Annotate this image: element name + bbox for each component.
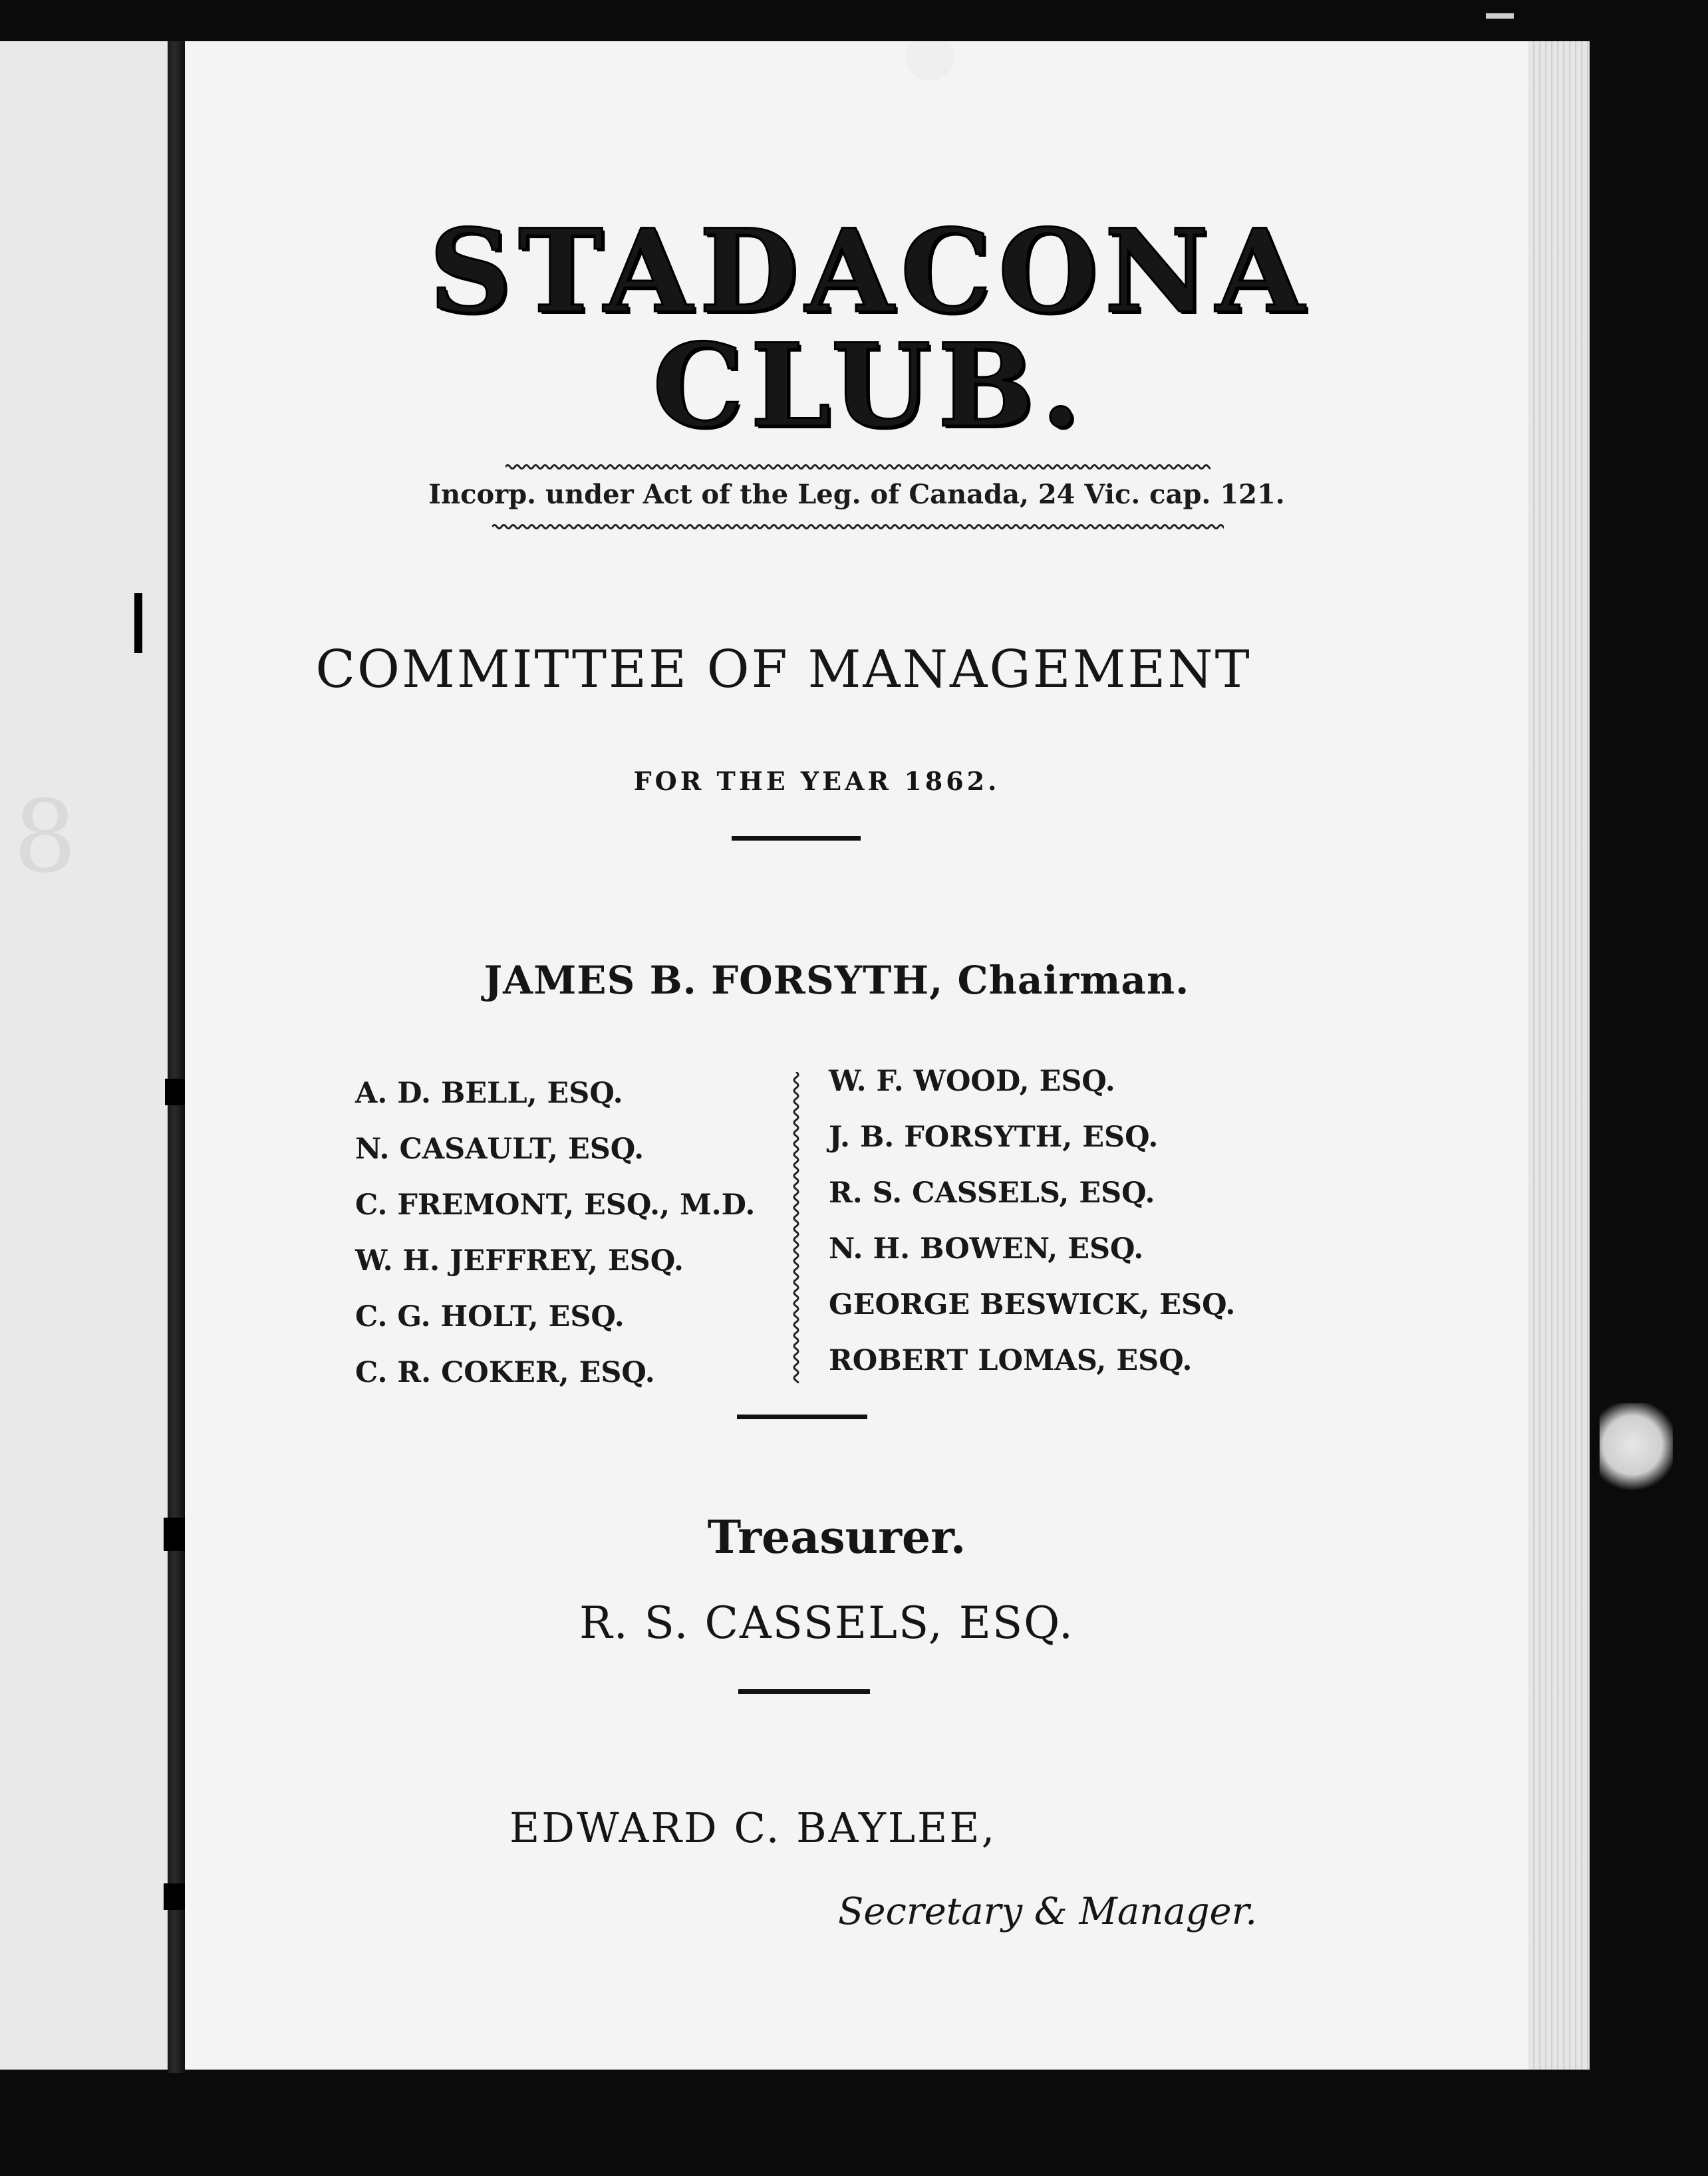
club-title: STADACONA CLUB. xyxy=(428,204,1312,453)
member-name: R. S. CASSELS, ESQ. xyxy=(829,1176,1155,1210)
binding-mark xyxy=(165,1079,185,1105)
member-name: ROBERT LOMAS, ESQ. xyxy=(829,1344,1193,1377)
binding-mark xyxy=(164,1883,186,1910)
paper-stain xyxy=(1600,1403,1673,1496)
members-list-right xyxy=(829,1053,1235,1389)
member-name: N. CASAULT, ESQ. xyxy=(355,1133,644,1166)
wavy-rule-top xyxy=(505,462,1210,472)
members-list-left xyxy=(355,1065,755,1401)
committee-heading: COMMITTEE OF MANAGEMENT xyxy=(315,640,1252,700)
book-binding-gutter xyxy=(168,41,185,2073)
incorporation-line: Incorp. under Act of the Leg. of Canada, 24 Vic. cap. 121. xyxy=(428,479,1285,510)
binding-mark xyxy=(164,1518,186,1551)
year-line: FOR THE YEAR 1862. xyxy=(633,766,1000,796)
treasurer-heading: Treasurer. xyxy=(707,1511,966,1564)
member-name: C. R. COKER, ESQ. xyxy=(355,1356,655,1389)
title-page xyxy=(185,41,1528,2070)
page-edges xyxy=(1523,41,1590,2070)
section-rule xyxy=(738,1689,870,1694)
member-name: W. F. WOOD, ESQ. xyxy=(829,1065,1115,1098)
member-name: J. B. FORSYTH, ESQ. xyxy=(829,1121,1159,1154)
binding-mark xyxy=(134,593,142,653)
section-rule xyxy=(737,1415,867,1419)
member-name: N. H. BOWEN, ESQ. xyxy=(829,1232,1144,1266)
member-name: W. H. JEFFREY, ESQ. xyxy=(355,1244,684,1278)
scanner-artifact xyxy=(1486,13,1514,19)
chairman-name: JAMES B. FORSYTH, Chairman. xyxy=(484,958,1190,1003)
member-name: C. G. HOLT, ESQ. xyxy=(355,1300,625,1333)
wavy-rule-bottom xyxy=(492,521,1224,532)
section-rule xyxy=(732,836,861,841)
member-name: A. D. BELL, ESQ. xyxy=(355,1077,623,1110)
wavy-column-divider xyxy=(788,1072,804,1383)
bleed-through-mark: 8 xyxy=(13,779,77,895)
treasurer-name: R. S. CASSELS, ESQ. xyxy=(579,1597,1074,1649)
secretary-title: Secretary & Manager. xyxy=(838,1890,1258,1933)
member-name: C. FREMONT, ESQ., M.D. xyxy=(355,1188,756,1222)
secretary-name: EDWARD C. BAYLEE, xyxy=(509,1804,997,1852)
facing-page-edge xyxy=(0,41,170,2070)
member-name: GEORGE BESWICK, ESQ. xyxy=(829,1288,1236,1321)
page-tear xyxy=(905,41,954,81)
